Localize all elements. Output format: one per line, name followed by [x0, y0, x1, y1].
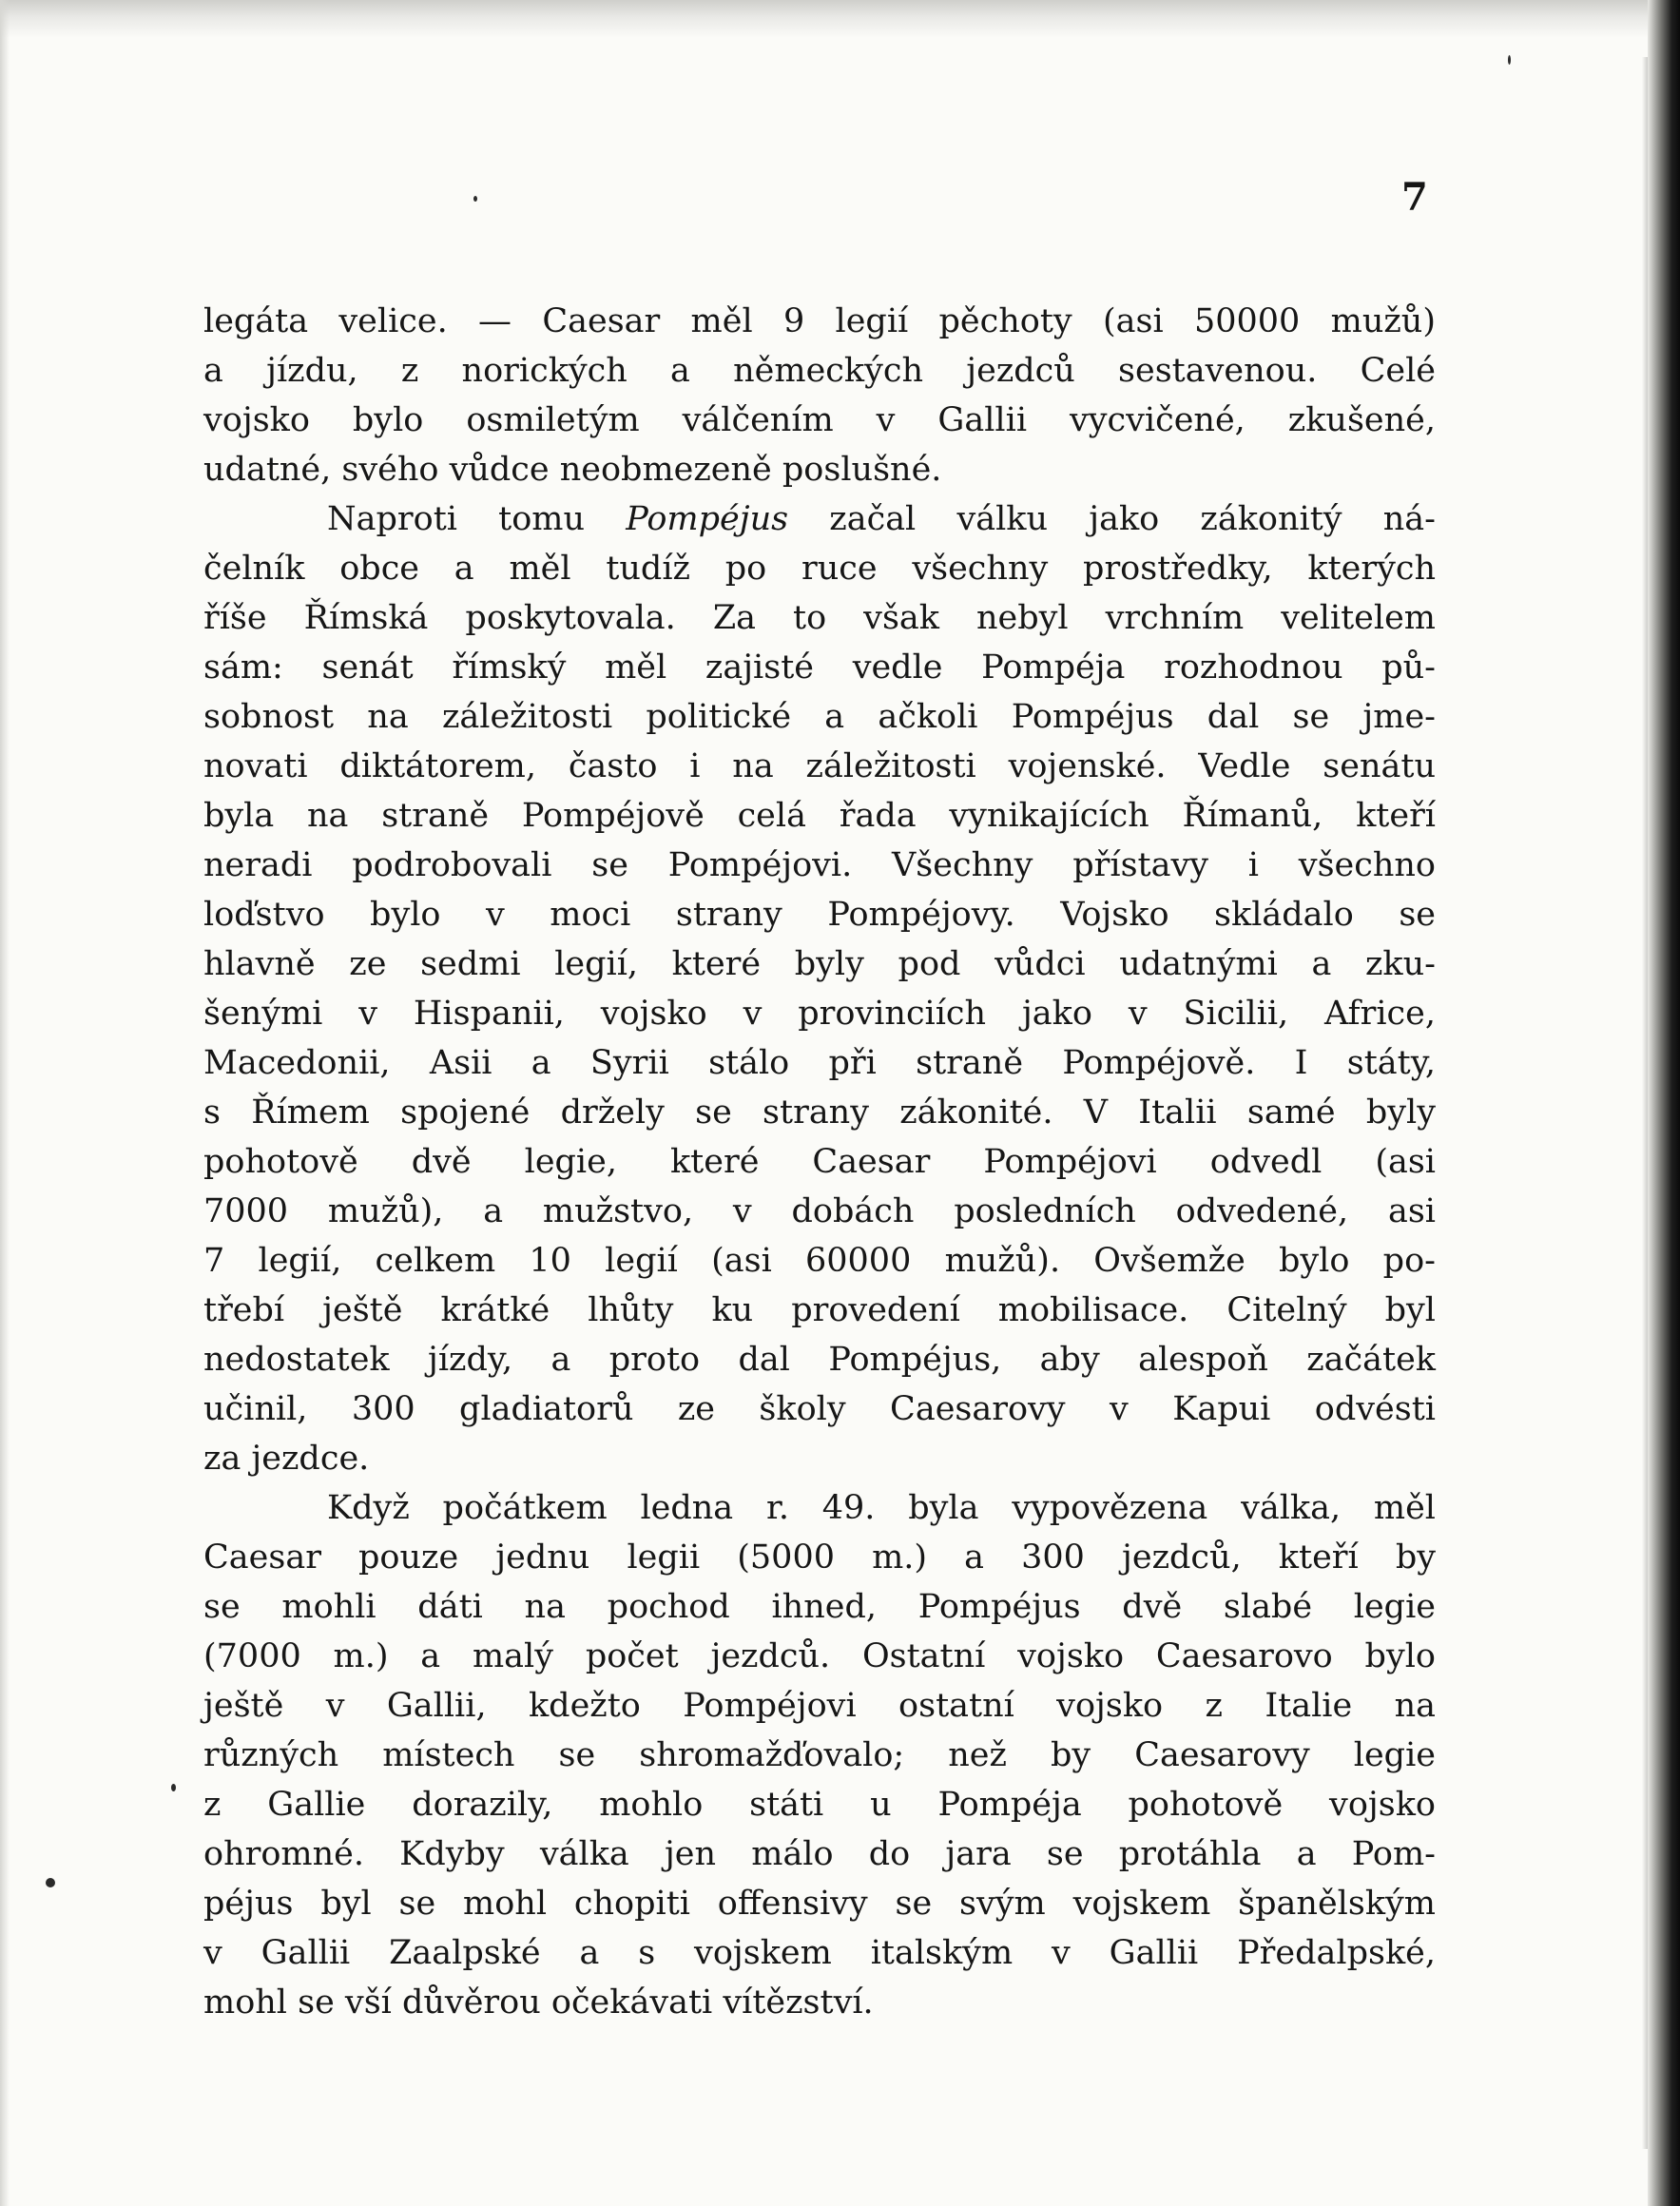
text-line: vojsko bylo osmiletým válčením v Gallii vycvičené, zkušené,	[203, 401, 1436, 439]
text-line: a jízdu, z norických a německých jezdců sestavenou. Celé	[203, 352, 1436, 390]
text-line: šenými v Hispanii, vojsko v provinciích jako v Sicilii, Africe,	[203, 995, 1436, 1033]
text-line: z Gallie dorazily, mohlo státi u Pompéja pohotově vojsko	[203, 1786, 1436, 1824]
text-line: udatné, svého vůdce neobmezeně poslušné.	[203, 451, 942, 489]
text-line: s Římem spojené držely se strany zákonité. V Italii samé byly	[203, 1093, 1436, 1132]
scan-shadow-left	[0, 0, 10, 2206]
text-line: třebí ještě krátké lhůty ku provedení mobilisace. Citelný byl	[203, 1291, 1436, 1329]
scan-speck	[1508, 55, 1511, 65]
text-line: legáta velice. — Caesar měl 9 legií pěchoty (asi 50000 mužů)	[203, 302, 1436, 340]
scan-speck	[473, 196, 477, 202]
text-line: se mohli dáti na pochod ihned, Pompéjus dvě slabé legie	[203, 1588, 1436, 1626]
text-line: čelník obce a měl tudíž po ruce všechny prostředky, kterých	[203, 550, 1436, 588]
text-line: za jezdce.	[203, 1440, 370, 1478]
text-line: péjus byl se mohl chopiti offensivy se svým vojskem španělským	[203, 1885, 1436, 1923]
text-line: Caesar pouze jednu legii (5000 m.) a 300 jezdců, kteří by	[203, 1538, 1436, 1577]
page-number: 7	[1401, 175, 1428, 220]
text-line: ohromné. Kdyby válka jen málo do jara se protáhla a Pom-	[203, 1835, 1436, 1873]
text-line: pohotově dvě legie, které Caesar Pompéjovi odvedl (asi	[203, 1143, 1436, 1181]
scan-shadow-top	[0, 0, 1680, 38]
text-run: začal válku jako zákonitý ná-	[788, 500, 1437, 538]
text-line: hlavně ze sedmi legií, které byly pod vůdci udatnými a zku-	[203, 945, 1436, 983]
italic-name: Pompéjus	[626, 500, 789, 538]
text-line: Když počátkem ledna r. 49. byla vypovězena válka, měl	[327, 1489, 1436, 1527]
scan-speck	[46, 1878, 55, 1887]
text-line: nedostatek jízdy, a proto dal Pompéjus, aby alespoň začátek	[203, 1341, 1436, 1379]
text-line: 7 legií, celkem 10 legií (asi 60000 mužů). Ovšemže bylo po-	[203, 1242, 1436, 1280]
text-line: neradi podrobovali se Pompéjovi. Všechny přístavy i všechno	[203, 846, 1436, 884]
text-line: 7000 mužů), a mužstvo, v dobách posledních odvedené, asi	[203, 1192, 1436, 1230]
text-line: sobnost na záležitosti politické a ačkoli Pompéjus dal se jme-	[203, 698, 1436, 736]
body-text	[203, 297, 1436, 2027]
scan-edge-right	[1648, 0, 1680, 2206]
text-line: různých místech se shromažďovalo; než by Caesarovy legie	[203, 1736, 1436, 1774]
text-line: ještě v Gallii, kdežto Pompéjovi ostatní vojsko z Italie na	[203, 1687, 1436, 1725]
text-line: loďstvo bylo v moci strany Pompéjovy. Vojsko skládalo se	[203, 896, 1436, 934]
text-line: mohl se vší důvěrou očekávati vítězství.	[203, 1983, 874, 2022]
text-line: (7000 m.) a malý počet jezdců. Ostatní vojsko Caesarovo bylo	[203, 1637, 1436, 1675]
text-run: Naproti tomu	[327, 500, 627, 538]
text-line: sám: senát římský měl zajisté vedle Pompéja rozhodnou pů-	[203, 648, 1436, 687]
text-line: v Gallii Zaalpské a s vojskem italským v Gallii Předalpské,	[203, 1934, 1436, 1972]
text-line: říše Římská poskytovala. Za to však nebyl vrchním velitelem	[203, 599, 1436, 637]
text-line: byla na straně Pompéjově celá řada vynikajících Římanů, kteří	[203, 797, 1436, 835]
scan-speck	[171, 1784, 176, 1791]
text-line: novati diktátorem, často i na záležitosti vojenské. Vedle senátu	[203, 747, 1436, 785]
text-line	[203, 494, 1436, 544]
text-line: Macedonii, Asii a Syrii stálo při straně Pompéjově. I státy,	[203, 1044, 1436, 1082]
text-line: učinil, 300 gladiatorů ze školy Caesarovy v Kapui odvésti	[203, 1390, 1436, 1428]
